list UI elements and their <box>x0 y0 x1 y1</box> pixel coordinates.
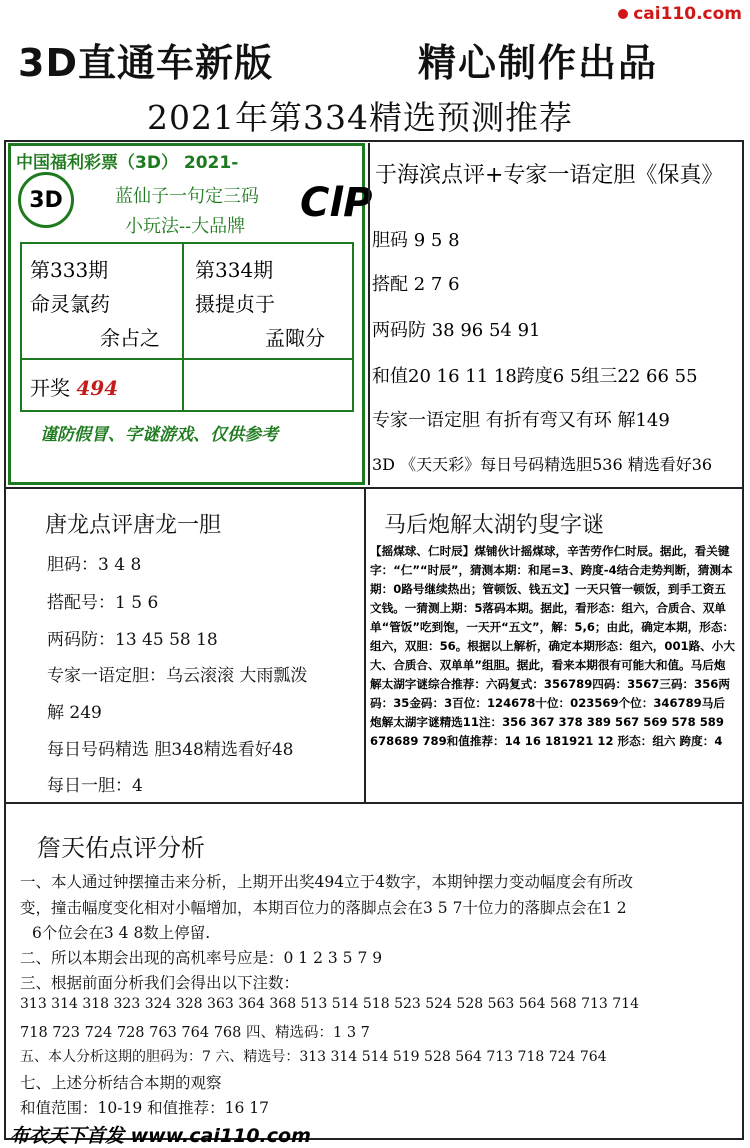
issue-334-title: 第334期 <box>195 258 274 282</box>
zhantianyou-line: 和值范围：10-19 和值推荐：16 17 <box>20 1099 269 1117</box>
tanglong-line: 专家一语定胆：乌云滚滚 大雨瓢泼 <box>47 666 308 686</box>
site-logo-text: cai110.com <box>633 4 742 24</box>
section-divider-vertical <box>364 487 366 802</box>
footer-credit[interactable]: 布衣天下首发 www.cai110.com <box>10 1125 311 1147</box>
lottery-card-footer: 谨防假冒、字谜游戏、仅供参考 <box>40 425 278 445</box>
logo-dot-icon <box>618 9 628 19</box>
header-subtitle: 2021年第334精选预测推荐 <box>147 98 573 137</box>
lottery-slogan-2: 小玩法--大品牌 <box>125 216 246 237</box>
3d-logo-text: 3D <box>29 187 63 213</box>
tanglong-title: 唐龙点评唐龙一胆 <box>45 513 222 538</box>
draw-result <box>30 372 118 401</box>
zhantianyou-line: 718 723 724 728 763 764 768 四、精选码：1 3 7 <box>20 1025 370 1041</box>
mahoupao-body: 【摇煤球、仁时辰】煤铺伙计摇煤球，辛苦劳作仁时辰。据此，看关键字：“仁”“时辰”，猜测本期：和尾=3、跨度-4结合走势判断，猜测本期：0路号继续热出；管顿饭、钱五文】一天只管一顿饭，到手工资五文钱。一猜测上期：5落码本期。据此，看形态：组六，合质合、双单单“管饭”吃到饱，一天开“五文”，解：5,6；由此，确定本期，形态：组六，双胆：56。根据以上解析，确定本期形态：组六，001路、小大大、合质合、双单单”组胆。据此，看来本期很有可能大和值。马后炮解太湖字谜综合推荐：六码复式：356789四码：3567三码：356两码：35金码：3百位：124678十位：023569个位：346789马后炮解太湖字谜精选11注：356 367 378 389 567 569 578 589 678689 789和值推荐：14 16 181921 12 形态：组六 跨度：4 <box>370 544 735 748</box>
zhantianyou-line: 三、根据前面分析我们会得出以下注数： <box>20 974 300 992</box>
mahoupao-title: 马后炮解太湖钓叟字谜 <box>384 513 605 538</box>
issue-333-riddle-line2: 余占之 <box>100 326 160 350</box>
tanglong-line: 每日一胆：4 <box>47 776 143 796</box>
issue-334-riddle-line1: 摄提贞于 <box>195 292 275 316</box>
draw-label: 开奖 <box>30 376 70 400</box>
tanglong-line: 解 249 <box>47 703 102 723</box>
zhantianyou-line: 313 314 318 323 324 328 363 364 368 513 514 518 523 524 528 563 564 568 713 714 <box>20 996 639 1012</box>
draw-number: 494 <box>76 376 119 400</box>
section-divider <box>4 487 744 489</box>
expert-panel <box>368 143 744 485</box>
section-divider <box>4 802 744 804</box>
issue-333-riddle-line1: 命灵氯药 <box>30 292 110 316</box>
expert-line: 两码防 38 96 54 91 <box>372 320 541 341</box>
header-title-left: 3D直通车新版 <box>18 41 273 85</box>
zhantianyou-line: 二、所以本期会出现的高机率号应是：0 1 2 3 5 7 9 <box>20 949 383 967</box>
zhantianyou-line: 七、上述分析结合本期的观察 <box>20 1074 222 1092</box>
lottery-name: 中国福利彩票（3D） <box>16 153 178 173</box>
tanglong-line: 搭配号：1 5 6 <box>47 593 159 613</box>
expert-line: 胆码 9 5 8 <box>372 230 460 251</box>
expert-line: 搭配 2 7 6 <box>372 274 460 295</box>
expert-panel-title: 于海滨点评+专家一语定胆《保真》 <box>375 163 724 188</box>
site-logo[interactable] <box>610 0 750 28</box>
expert-line: 3D 《天天彩》每日号码精选胆536 精选看好36 <box>372 455 713 474</box>
grid-divider-vertical <box>182 242 184 412</box>
expert-line: 专家一语定胆 有折有弯又有环 解149 <box>372 410 670 431</box>
clip-logo-icon: ClP <box>300 180 373 226</box>
header-title-right: 精心制作出品 <box>418 41 659 85</box>
zhantianyou-line: 五、本人分析这期的胆码为：7 六、精选号：313 314 514 519 528 564 713 718 724 764 <box>20 1049 607 1065</box>
zhantianyou-title: 詹天佑点评分析 <box>37 834 205 862</box>
tanglong-line: 两码防：13 45 58 18 <box>47 630 218 650</box>
lottery-year: 2021- <box>183 153 239 173</box>
grid-divider-horizontal <box>20 358 354 360</box>
zhantianyou-line: 6个位会在3 4 8数上停留. <box>32 924 211 942</box>
expert-line: 和值20 16 11 18跨度6 5组三22 66 55 <box>372 366 698 387</box>
lottery-slogan-1: 蓝仙子一句定三码 <box>115 186 259 207</box>
zhantianyou-line: 一、本人通过钟摆撞击来分析，上期开出奖494立于4数字，本期钟摆力变动幅度会有所改 <box>20 873 633 891</box>
3d-logo-icon <box>18 172 74 228</box>
lottery-card-header <box>16 148 238 173</box>
zhantianyou-line: 变，撞击幅度变化相对小幅增加，本期百位力的落脚点会在3 5 7十位力的落脚点会在1 2 <box>20 899 627 917</box>
tanglong-line: 胆码：3 4 8 <box>47 555 142 575</box>
issue-334-riddle-line2: 孟陬分 <box>265 326 325 350</box>
issue-333-title: 第333期 <box>30 258 109 282</box>
tanglong-line: 每日号码精选 胆348精选看好48 <box>47 740 294 760</box>
